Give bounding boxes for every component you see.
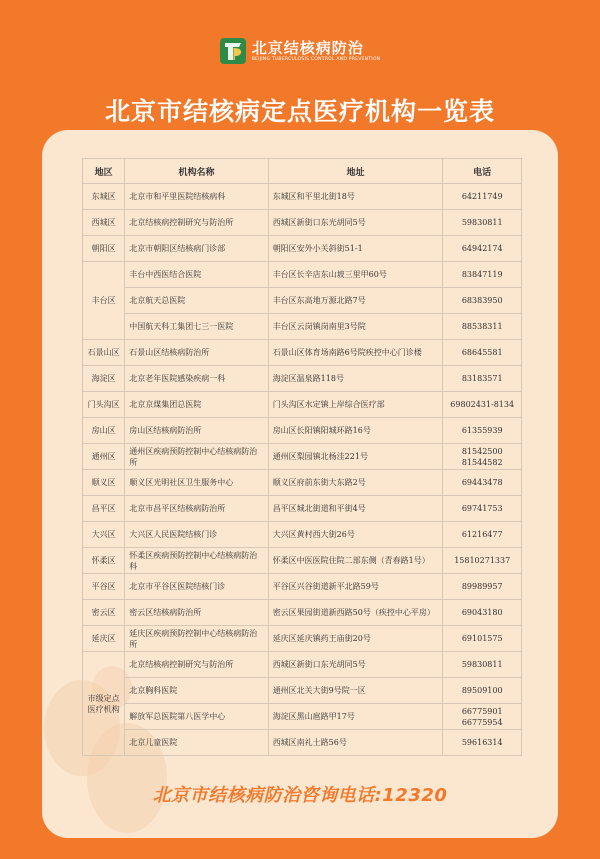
district-cell: 西城区: [83, 210, 125, 236]
phone-cell: 88538311: [443, 314, 522, 340]
district-cell: 门头沟区: [83, 392, 125, 418]
logo: [0, 38, 600, 64]
address-cell: 房山区长阳镇阳城环路16号: [268, 418, 443, 444]
district-cell: 顺义区: [83, 470, 125, 496]
table-row: [83, 366, 522, 392]
address-cell: 延庆区延庆镇药王庙街20号: [268, 626, 443, 652]
institution-name-cell: 密云区结核病防治所: [125, 600, 268, 626]
phone-cell: 89989957: [443, 574, 522, 600]
phone-cell: 59830811: [443, 652, 522, 678]
phone-number-2: 66775954: [461, 717, 503, 727]
phone-cell: 59616314: [443, 730, 522, 756]
phone-cell: 64211749: [443, 184, 522, 210]
phone-cell: 68645581: [443, 340, 522, 366]
phone-cell: [443, 444, 522, 470]
institution-name-cell: 北京京煤集团总医院: [125, 392, 268, 418]
phone-cell: [443, 704, 522, 730]
table-row: [83, 392, 522, 418]
address-cell: 石景山区体育场南路6号院疾控中心门诊楼: [268, 340, 443, 366]
table-row: [83, 574, 522, 600]
address-cell: 丰台区东高地万源北路7号: [268, 288, 443, 314]
header-phone: 电话: [443, 159, 522, 184]
table-row: [83, 418, 522, 444]
district-cell: 海淀区: [83, 366, 125, 392]
page-title: 北京市结核病定点医疗机构一览表: [104, 97, 495, 126]
address-cell: 昌平区城北街道和平街4号: [268, 496, 443, 522]
table-row: [83, 340, 522, 366]
institution-name-cell: 北京市昌平区结核病防治所: [125, 496, 268, 522]
district-cell: 大兴区: [83, 522, 125, 548]
address-cell: 海淀区温泉路118号: [268, 366, 443, 392]
district-cell: 市级定点医疗机构: [83, 652, 125, 756]
table-row: [83, 444, 522, 470]
district-cell: 延庆区: [83, 626, 125, 652]
table-row: [83, 600, 522, 626]
institution-name-cell: 丰台中西医结合医院: [125, 262, 268, 288]
phone-cell: 89509100: [443, 678, 522, 704]
address-cell: 丰台区云岗镇岗南里3号院: [268, 314, 443, 340]
table-row: [83, 522, 522, 548]
address-cell: 西城区新街口东光胡同5号: [268, 210, 443, 236]
institution-name-cell: 怀柔区疾病预防控制中心结核病防治科: [125, 548, 268, 574]
table-row: [83, 470, 522, 496]
phone-cell: 64942174: [443, 236, 522, 262]
district-cell: 东城区: [83, 184, 125, 210]
address-cell: 门头沟区水定镇上岸综合医疗部: [268, 392, 443, 418]
institution-name-cell: 通州区疾病预防控制中心结核病防治所: [125, 444, 268, 470]
address-cell: 通州区梨园镇北杨洼221号: [268, 444, 443, 470]
district-cell: 平谷区: [83, 574, 125, 600]
institution-name-cell: 北京胸科医院: [125, 678, 268, 704]
institution-name-cell: 大兴区人民医院结核门诊: [125, 522, 268, 548]
district-cell: 昌平区: [83, 496, 125, 522]
institution-table: [82, 158, 522, 756]
phone-cell: 83183571: [443, 366, 522, 392]
hotline-text: 北京市结核病防治咨询电话:12320: [152, 785, 448, 806]
table-row: [83, 184, 522, 210]
header-district: 地区: [83, 159, 125, 184]
table-row: [83, 210, 522, 236]
institution-name-cell: 北京市和平里医院结核病科: [125, 184, 268, 210]
phone-cell: 61216477: [443, 522, 522, 548]
table-row: [83, 236, 522, 262]
address-cell: 西城区新街口东光胡同5号: [268, 652, 443, 678]
institution-name-cell: 房山区结核病防治所: [125, 418, 268, 444]
district-cell: 石景山区: [83, 340, 125, 366]
district-cell: 房山区: [83, 418, 125, 444]
institution-name-cell: 中国航天科工集团七三一医院: [125, 314, 268, 340]
institution-name-cell: 北京结核病控制研究与防治所: [125, 210, 268, 236]
logo-subtitle: BEIJING TUBERCULOSIS CONTROL AND PREVENTION: [251, 56, 381, 62]
institution-name-cell: 北京航天总医院: [125, 288, 268, 314]
address-cell: 丰台区长辛店东山坡三里甲60号: [268, 262, 443, 288]
phone-cell: 69101575: [443, 626, 522, 652]
phone-cell: 83847119: [443, 262, 522, 288]
phone-number-2: 81544582: [461, 457, 503, 467]
phone-number: 66775901: [461, 706, 503, 716]
phone-cell: 15810271337: [443, 548, 522, 574]
phone-cell: 69043180: [443, 600, 522, 626]
table-row: [83, 548, 522, 574]
institution-name-cell: 延庆区疾病预防控制中心结核病防治所: [125, 626, 268, 652]
phone-cell: 69443478: [443, 470, 522, 496]
address-cell: 通州区北关大街9号院一区: [268, 678, 443, 704]
table-row: [83, 652, 522, 678]
district-cell: 密云区: [83, 600, 125, 626]
header-name: 机构名称: [125, 159, 268, 184]
institution-name-cell: 顺义区光明社区卫生服务中心: [125, 470, 268, 496]
address-cell: 密云区果园街道新西路50号（疾控中心平房）: [268, 600, 443, 626]
address-cell: 西城区南礼士路56号: [268, 730, 443, 756]
header-address: 地址: [268, 159, 443, 184]
table-header-row: [83, 159, 522, 184]
institution-name-cell: 北京结核病控制研究与防治所: [125, 652, 268, 678]
table-row: [83, 704, 522, 730]
address-cell: 平谷区兴谷街道新平北路59号: [268, 574, 443, 600]
tb-logo-icon: [220, 38, 246, 64]
table-row: [83, 314, 522, 340]
table-row: [83, 262, 522, 288]
phone-number: 81542500: [461, 446, 503, 456]
institution-name-cell: 石景山区结核病防治所: [125, 340, 268, 366]
address-cell: 顺义区府前东街大东路2号: [268, 470, 443, 496]
district-cell: 丰台区: [83, 262, 125, 340]
table-row: [83, 678, 522, 704]
address-cell: 大兴区黄村西大街26号: [268, 522, 443, 548]
phone-cell: 59830811: [443, 210, 522, 236]
phone-cell: 68383950: [443, 288, 522, 314]
address-cell: 朝阳区安外小关斜街51-1: [268, 236, 443, 262]
address-cell: 怀柔区中医医院住院二部东侧（青春路1号）: [268, 548, 443, 574]
table-row: [83, 730, 522, 756]
address-cell: 海淀区黑山扈路甲17号: [268, 704, 443, 730]
phone-cell: 61355939: [443, 418, 522, 444]
table-card: [42, 130, 558, 838]
institution-name-cell: 北京老年医院感染疾病一科: [125, 366, 268, 392]
table-row: [83, 626, 522, 652]
table-row: [83, 288, 522, 314]
district-cell: 朝阳区: [83, 236, 125, 262]
district-cell: 通州区: [83, 444, 125, 470]
address-cell: 东城区和平里北街18号: [268, 184, 443, 210]
district-cell: 怀柔区: [83, 548, 125, 574]
phone-cell: 69802431-8134: [443, 392, 522, 418]
institution-name-cell: 北京市朝阳区结核病门诊部: [125, 236, 268, 262]
phone-cell: 69741753: [443, 496, 522, 522]
logo-title: 北京结核病防治: [251, 38, 364, 57]
institution-name-cell: 北京儿童医院: [125, 730, 268, 756]
table-row: [83, 496, 522, 522]
institution-name-cell: 北京市平谷区医院结核门诊: [125, 574, 268, 600]
institution-name-cell: 解放军总医院第八医学中心: [125, 704, 268, 730]
